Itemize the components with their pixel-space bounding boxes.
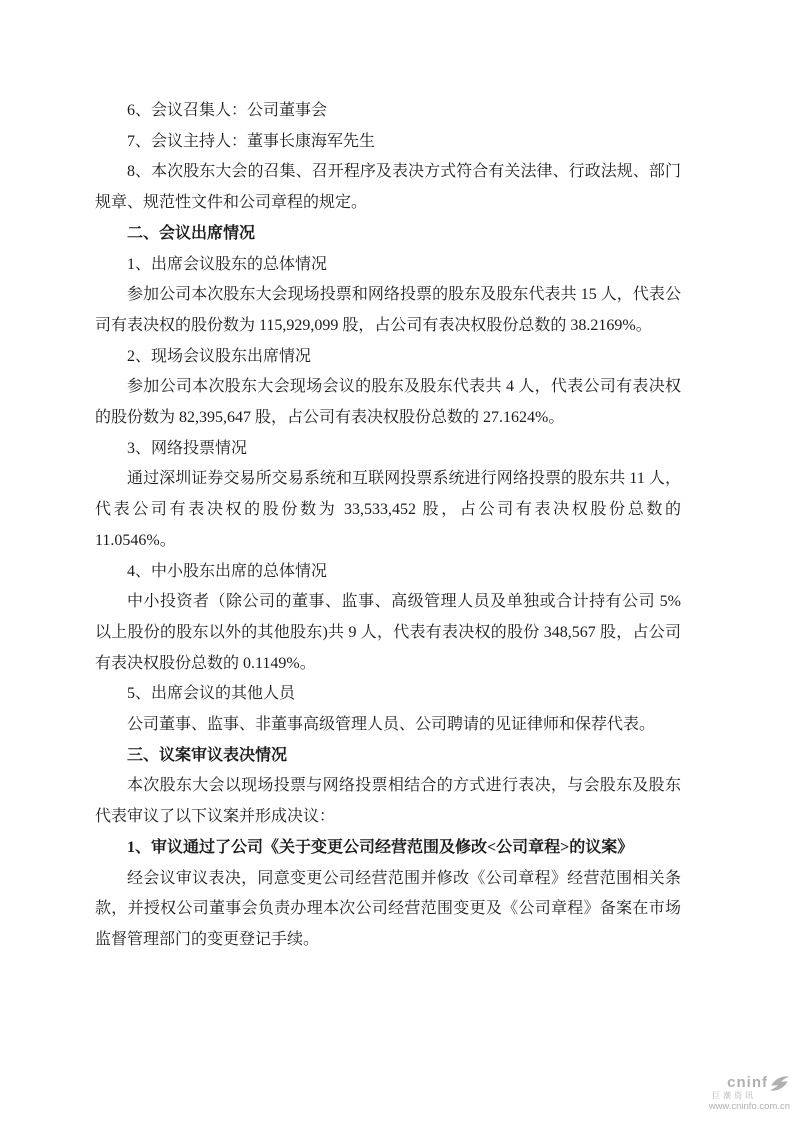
cninfo-logo-row bbox=[698, 1074, 790, 1093]
heading-attendance: 二、会议出席情况 bbox=[127, 224, 256, 242]
document-body bbox=[95, 96, 681, 956]
para-overall-title: 1、出席会议股东的总体情况 bbox=[127, 255, 328, 273]
para-minority-detail: 中小投资者（除公司的董事、监事、高级管理人员及单独或合计持有公司 5% 以上股份的股东以外的其他股东)共 9 人，代表有表决权的股份 348,567 股，占公司有表决权股份总数的 0.1149%。 bbox=[95, 593, 681, 672]
para-legality: 8、本次股东大会的召集、召开程序及表决方式符合有关法律、行政法规、部门规章、规范性文件和公司章程的规定。 bbox=[95, 163, 681, 212]
heading-proposal-1: 1、审议通过了公司《关于变更公司经营范围及修改<公司章程>的议案》 bbox=[127, 838, 634, 856]
cninfo-url: www.cninfo.com.cn bbox=[708, 1100, 790, 1112]
para-onsite-title: 2、现场会议股东出席情况 bbox=[127, 347, 312, 365]
para-online-title: 3、网络投票情况 bbox=[127, 439, 248, 457]
para-online-detail: 通过深圳证券交易所交易系统和互联网投票系统进行网络投票的股东共 11 人，代表公司有表决权的股份数为 33,533,452 股，占公司有表决权股份总数的 11.0546%。 bbox=[95, 470, 681, 549]
cninfo-swirl-icon bbox=[769, 1074, 790, 1093]
cninfo-watermark bbox=[698, 1074, 790, 1112]
cninfo-chinese-label: 巨潮资讯 bbox=[712, 1090, 756, 1100]
heading-proposals: 三、议案审议表决情况 bbox=[127, 746, 288, 764]
para-other-attendees-detail: 公司董事、监事、非董事高级管理人员、公司聘请的见证律师和保荐代表。 bbox=[127, 716, 656, 734]
para-onsite-detail: 参加公司本次股东大会现场会议的股东及股东代表共 4 人，代表公司有表决权的股份数为 82,395,647 股，占公司有表决权股份总数的 27.1624%。 bbox=[95, 378, 681, 427]
para-minority-title: 4、中小股东出席的总体情况 bbox=[127, 562, 328, 580]
para-proposal-1-result: 经会议审议表决，同意变更公司经营范围并修改《公司章程》经营范围相关条款，并授权公司董事会负责办理本次公司经营范围变更及《公司章程》备案在市场监督管理部门的变更登记手续。 bbox=[95, 869, 681, 948]
para-chairperson: 7、会议主持人：董事长康海军先生 bbox=[127, 132, 376, 150]
para-overall-detail: 参加公司本次股东大会现场投票和网络投票的股东及股东代表共 15 人，代表公司有表决权的股份数为 115,929,099 股，占公司有表决权股份总数的 38.2169%。 bbox=[95, 286, 681, 334]
para-voting-method: 本次股东大会以现场投票与网络投票相结合的方式进行表决，与会股东及股东代表审议了以下议案并形成决议： bbox=[95, 777, 681, 826]
para-other-attendees-title: 5、出席会议的其他人员 bbox=[127, 685, 296, 703]
para-convener: 6、会议召集人：公司董事会 bbox=[127, 102, 328, 119]
cninfo-logo-text: cninf bbox=[727, 1074, 768, 1092]
